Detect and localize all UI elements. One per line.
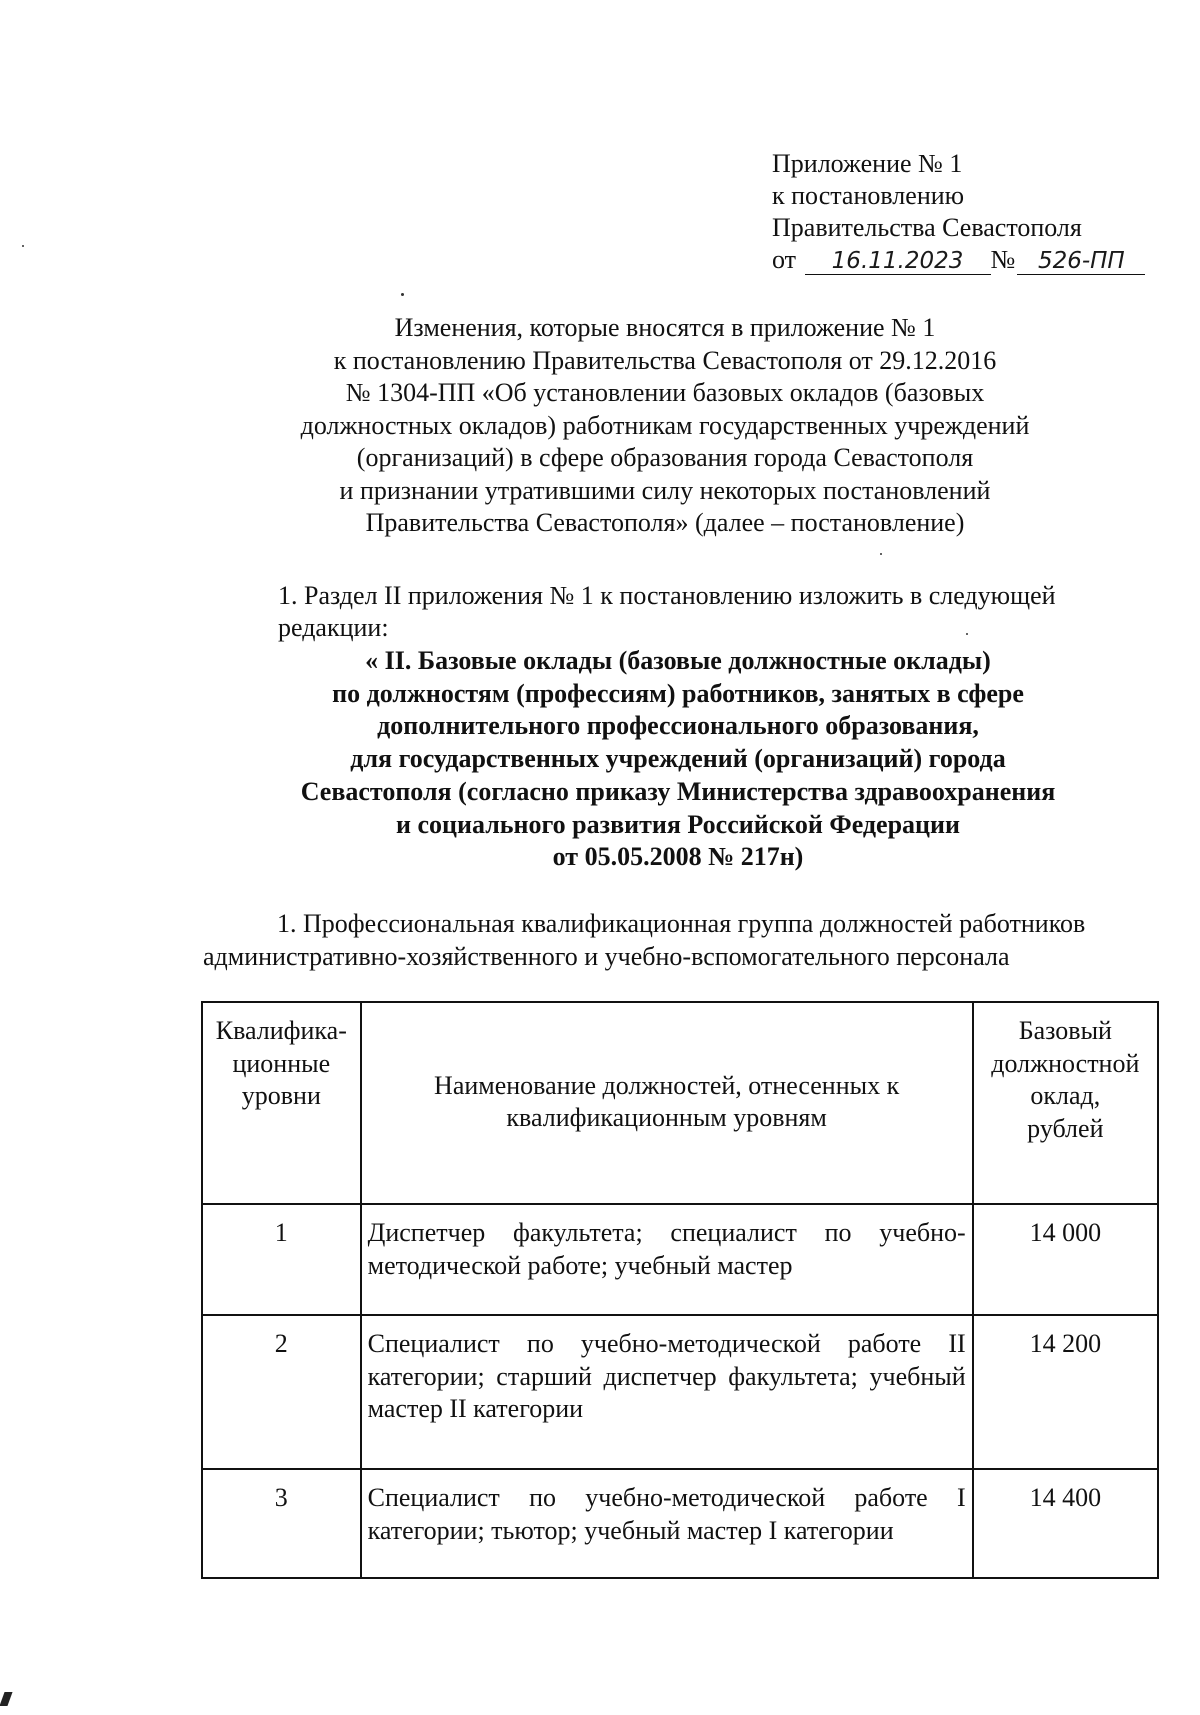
cell-salary: 14 200 [973,1315,1158,1469]
header-text: должностной [991,1048,1140,1078]
header-position-names [361,1002,973,1204]
appendix-line-date [772,244,1145,276]
appendix-line-3: Правительства Севастополя [772,213,1082,242]
scan-speck [966,633,968,635]
scan-corner-mark [0,1692,13,1706]
cell-position-name: Диспетчер факультета; специалист по учебно-методической работе; учебный мастер [361,1204,973,1315]
header-text: Наименование должностей, отнесенных к [434,1070,900,1100]
scan-speck [880,553,882,555]
handwritten-number: 526-ПП [1017,248,1145,275]
header-text: уровни [241,1081,321,1110]
header-qualification-levels [202,1002,361,1204]
group-title-text-1: 1. Профессиональная квалификационная группа должностей работников [277,909,1086,938]
header-text: Квалифика- [215,1016,347,1045]
changes-title-line: Правительства Севастополя» (далее – постановление) [365,508,965,537]
from-label: от [772,245,797,274]
qualification-levels-table [201,1001,1159,1579]
section-title-line: дополнительного профессионального образования, [377,711,979,741]
cell-level: 3 [202,1469,361,1578]
paragraph-1-line-2: редакции: [278,613,389,642]
changes-title [230,312,1100,540]
header-text: оклад, [1030,1081,1101,1110]
section-title-line: Севастополя (согласно приказу Министерства здравоохранения [300,776,1056,806]
appendix-line-2: к постановлению [772,181,965,210]
cell-position-name: Специалист по учебно-методической работе I категории; тьютор; учебный мастер I категории [361,1469,973,1578]
header-text: Базовый [1018,1016,1112,1045]
section-title-line: от 05.05.2008 № 217н) [552,842,804,872]
cell-position-name: Специалист по учебно-методической работе II категории; старший диспетчер факультета; учебный мастер II категории [361,1315,973,1469]
scan-speck [22,245,24,247]
header-text: квалификационным уровням [506,1103,827,1132]
table-header-row [202,1002,1158,1204]
group-title-line-2: административно-хозяйственного и учебно-вспомогательного персонала [203,942,1010,971]
cell-level: 2 [202,1315,361,1469]
table-row [202,1315,1158,1469]
header-text: рублей [1027,1113,1104,1143]
cell-level: 1 [202,1204,361,1315]
qualification-group-title [203,907,1160,973]
appendix-header [772,148,1145,276]
section-title-line: для государственных учреждений (организаций) города [350,744,1006,774]
table-row [202,1469,1158,1578]
section-title-line: по должностям (профессиям) работников, занятых в сфере [332,678,1024,708]
table-row [202,1204,1158,1315]
section-title-line: « II. Базовые оклады (базовые должностные оклады) [365,646,991,675]
group-title-line-1 [203,907,1160,940]
changes-title-line: и признании утратившими силу некоторых постановлений [339,475,991,505]
scan-speck [401,293,404,296]
cell-salary: 14 000 [973,1204,1158,1315]
changes-title-line: Изменения, которые вносятся в приложение № 1 [394,313,936,342]
appendix-line-1: Приложение № 1 [772,149,963,178]
paragraph-1-line-1: 1. Раздел II приложения № 1 к постановлению изложить в следующей [278,581,1056,610]
changes-title-line: к постановлению Правительства Севастополя от 29.12.2016 [333,345,997,375]
header-text: ционные [232,1048,331,1078]
changes-title-line: № 1304-ПП «Об установлении базовых окладов (базовых [345,378,985,407]
changes-title-line: (организаций) в сфере образования города Севастополя [356,443,974,472]
cell-salary: 14 400 [973,1469,1158,1578]
header-base-salary [973,1002,1158,1204]
number-label: № [990,245,1016,274]
changes-title-line: должностных окладов) работникам государственных учреждений [300,410,1030,440]
section-title [230,645,1126,874]
handwritten-date: 16.11.2023 [805,248,991,275]
section-title-line: и социального развития Российской Федерации [396,809,960,839]
